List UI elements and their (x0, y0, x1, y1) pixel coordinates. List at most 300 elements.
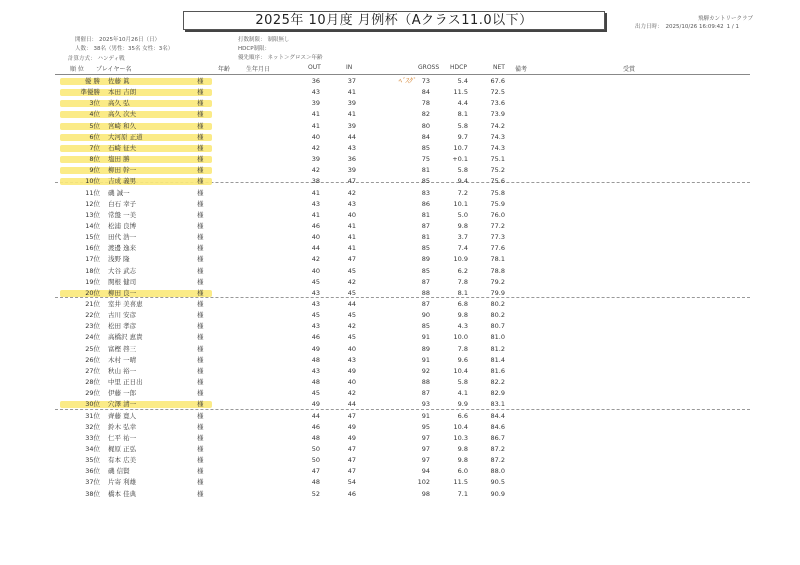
participant-count-value: 38名（男性：35名 女性：3名） (93, 46, 174, 52)
rank-cell: 38位 (85, 489, 100, 498)
hdcp-cell: 5.4 (457, 77, 468, 85)
table-header (60, 64, 750, 73)
rank-cell: 25位 (85, 344, 100, 353)
hdcp-cell: 9.8 (457, 456, 468, 465)
gross-score-cell: 98 (421, 489, 430, 498)
out-score-cell: 44 (311, 244, 320, 253)
header-out: OUT (308, 64, 321, 71)
rank-cell: 15位 (85, 233, 100, 242)
hdcp-cell: 10.4 (453, 422, 468, 431)
rank-cell: 32位 (85, 422, 100, 431)
player-name-cell: 高橋沢 恵貴 (108, 333, 143, 342)
player-name-cell: 大河原 正道 (108, 132, 143, 141)
gross-score-cell: 85 (421, 177, 430, 186)
table-row (0, 377, 800, 388)
in-score-cell: 43 (347, 143, 356, 152)
table-row (0, 366, 800, 377)
rank-cell: 6位 (89, 132, 100, 141)
gross-score-cell: 85 (421, 322, 430, 331)
out-score-cell: 41 (311, 121, 320, 130)
hdcp-cell: 9.6 (457, 355, 468, 364)
rank-cell: 4位 (89, 110, 100, 119)
gross-score-cell: 87 (421, 300, 430, 308)
out-score-cell: 48 (311, 378, 320, 387)
priority-order-value: ネット＞グロス＞年齢 (267, 55, 323, 61)
out-score-cell: 50 (311, 444, 320, 453)
net-score-cell: 84.6 (490, 422, 505, 431)
gross-score-cell: 87 (421, 277, 430, 286)
player-name-cell: 仁平 祐一 (108, 433, 137, 442)
table-row (0, 254, 800, 265)
calc-method-value: ハンディ戦 (97, 56, 125, 62)
gross-score-cell: 73 (421, 77, 430, 85)
in-score-cell: 36 (347, 155, 356, 164)
net-score-cell: 75.9 (490, 199, 505, 208)
in-score-cell: 47 (347, 467, 356, 476)
in-score-cell: 44 (347, 300, 356, 308)
table-row (0, 455, 800, 466)
in-score-cell: 47 (347, 177, 356, 186)
out-score-cell: 52 (311, 489, 320, 498)
player-name-cell: 齊藤 寛人 (108, 411, 137, 420)
hdcp-cell: 10.3 (453, 433, 468, 442)
table-row (0, 232, 800, 243)
out-score-cell: 48 (311, 478, 320, 487)
gross-score-cell: 80 (421, 121, 430, 130)
honorific-cell: 様 (197, 244, 204, 253)
honorific-cell: 様 (197, 433, 204, 442)
gross-score-cell: 83 (421, 188, 430, 197)
gross-score-cell: 94 (421, 467, 430, 476)
hdcp-cell: 10.0 (453, 333, 468, 342)
honorific-cell: 様 (197, 378, 204, 387)
table-row (0, 444, 800, 455)
honorific-cell: 様 (197, 99, 204, 108)
hdcp-cell: 10.4 (453, 366, 468, 375)
honorific-cell: 様 (197, 255, 204, 264)
player-name-cell: 佐藤 眞 (108, 77, 130, 85)
net-score-cell: 77.6 (490, 244, 505, 253)
rank-cell: 37位 (85, 478, 100, 487)
gross-score-cell: 84 (421, 132, 430, 141)
gross-score-cell: 85 (421, 266, 430, 275)
player-name-cell: 富樫 啓三 (108, 344, 137, 353)
player-name-cell: 橋本 佳典 (108, 489, 137, 498)
out-score-cell: 43 (311, 199, 320, 208)
hdcp-cell: +0.1 (452, 155, 468, 164)
printed-value: 2025/10/26 16:09:42 (665, 24, 724, 30)
in-score-cell: 49 (347, 422, 356, 431)
honorific-cell: 様 (197, 400, 204, 409)
header-rank: 順 位 (70, 66, 84, 73)
hdcp-cell: 6.0 (457, 467, 468, 476)
net-score-cell: 80.7 (490, 322, 505, 331)
honorific-cell: 様 (197, 456, 204, 465)
hdcp-cell: 9.8 (457, 444, 468, 453)
event-date (75, 36, 173, 45)
table-row (0, 87, 800, 98)
net-score-cell: 88.0 (490, 467, 505, 476)
player-name-cell: 高久 弘 (108, 99, 130, 108)
net-score-cell: 80.2 (490, 300, 505, 308)
in-score-cell: 47 (347, 444, 356, 453)
net-score-cell: 78.1 (490, 255, 505, 264)
stroke-limit (238, 36, 323, 45)
net-score-cell: 77.3 (490, 233, 505, 242)
gross-score-cell: 91 (421, 355, 430, 364)
net-score-cell: 76.0 (490, 210, 505, 219)
net-score-cell: 79.9 (490, 288, 505, 297)
honorific-cell: 様 (197, 221, 204, 230)
rank-cell: 17位 (85, 255, 100, 264)
out-score-cell: 40 (311, 233, 320, 242)
honorific-cell: 様 (197, 322, 204, 331)
rank-cell: 30位 (85, 400, 100, 409)
honorific-cell: 様 (197, 155, 204, 164)
gross-score-cell: 91 (421, 333, 430, 342)
in-score-cell: 39 (347, 99, 356, 108)
table-row (0, 165, 800, 176)
gross-score-cell: 93 (421, 400, 430, 409)
out-score-cell: 41 (311, 210, 320, 219)
player-name-cell: 松田 孝彦 (108, 322, 137, 331)
table-row (0, 310, 800, 321)
player-name-cell: 関根 健司 (108, 277, 137, 286)
net-score-cell: 81.4 (490, 355, 505, 364)
gross-score-cell: 97 (421, 444, 430, 453)
rank-cell: 34位 (85, 444, 100, 453)
rank-cell: 18位 (85, 266, 100, 275)
out-score-cell: 38 (311, 177, 320, 186)
net-score-cell: 81.2 (490, 344, 505, 353)
out-score-cell: 43 (311, 288, 320, 297)
net-score-cell: 82.2 (490, 378, 505, 387)
table-row (0, 399, 800, 410)
table-row (0, 477, 800, 488)
honorific-cell: 様 (197, 467, 204, 476)
out-score-cell: 46 (311, 422, 320, 431)
table-row (0, 98, 800, 109)
header-in: IN (346, 64, 353, 71)
header-gross: GROSS (418, 64, 440, 71)
hdcp-cell: 6.6 (457, 411, 468, 420)
table-row (0, 154, 800, 165)
out-score-cell: 45 (311, 389, 320, 398)
player-name-cell: 片寄 利雄 (108, 478, 137, 487)
hdcp-limit-label: HDCP制限： (238, 46, 271, 52)
table-row (0, 321, 800, 332)
in-score-cell: 44 (347, 132, 356, 141)
out-score-cell: 41 (311, 110, 320, 119)
table-row (0, 210, 800, 221)
out-score-cell: 49 (311, 344, 320, 353)
honorific-cell: 様 (197, 288, 204, 297)
table-row (0, 188, 800, 199)
event-date-label: 開催日： (75, 37, 98, 43)
honorific-cell: 様 (197, 344, 204, 353)
hdcp-cell: 10.7 (453, 143, 468, 152)
printed-datetime (632, 22, 739, 30)
player-name-cell: 梶原 正弘 (108, 444, 137, 453)
honorific-cell: 様 (197, 88, 204, 97)
player-name-cell: 柳田 良一 (108, 288, 137, 297)
header-net: NET (493, 64, 505, 71)
in-score-cell: 45 (347, 311, 356, 320)
table-row (0, 288, 800, 299)
out-score-cell: 40 (311, 266, 320, 275)
rank-cell: 14位 (85, 221, 100, 230)
gross-score-cell: 95 (421, 422, 430, 431)
in-score-cell: 40 (347, 344, 356, 353)
hdcp-cell: 9.7 (457, 132, 468, 141)
out-score-cell: 48 (311, 433, 320, 442)
out-score-cell: 42 (311, 143, 320, 152)
in-score-cell: 40 (347, 378, 356, 387)
hdcp-cell: 9.8 (457, 221, 468, 230)
player-name-cell: 柳田 幹一 (108, 166, 137, 175)
hdcp-cell: 7.8 (457, 277, 468, 286)
honorific-cell: 様 (197, 489, 204, 498)
rank-cell: 優 勝 (84, 77, 100, 85)
net-score-cell: 74.3 (490, 132, 505, 141)
player-name-cell: 鈴木 弘幸 (108, 422, 137, 431)
in-score-cell: 37 (347, 77, 356, 85)
gross-score-cell: 75 (421, 155, 430, 164)
table-row (0, 411, 800, 422)
gross-score-cell: 78 (421, 99, 430, 108)
calc-method-label: 計算方式： (68, 56, 96, 62)
header-rule (55, 74, 750, 75)
net-score-cell: 73.9 (490, 110, 505, 119)
net-score-cell: 86.7 (490, 433, 505, 442)
gross-score-cell: 88 (421, 378, 430, 387)
player-name-cell: 室井 美喜恵 (108, 300, 143, 308)
in-score-cell: 49 (347, 433, 356, 442)
table-row (0, 132, 800, 143)
hdcp-cell: 7.8 (457, 344, 468, 353)
out-score-cell: 49 (311, 400, 320, 409)
hdcp-cell: 8.1 (457, 110, 468, 119)
out-score-cell: 43 (311, 322, 320, 331)
rank-cell: 29位 (85, 389, 100, 398)
hdcp-cell: 10.9 (453, 255, 468, 264)
net-score-cell: 75.8 (490, 188, 505, 197)
honorific-cell: 様 (197, 411, 204, 420)
participant-count-label: 人数： (75, 46, 92, 52)
player-name-cell: 磯 信賢 (108, 467, 130, 476)
page-title: 2025年 10月度 月例杯（Aクラス11.0以下） (183, 11, 605, 30)
honorific-cell: 様 (197, 389, 204, 398)
out-score-cell: 47 (311, 467, 320, 476)
hdcp-cell: 7.4 (457, 244, 468, 253)
header-remarks: 備考 (515, 66, 528, 73)
player-name-cell: 白石 幸子 (108, 199, 137, 208)
hdcp-cell: 5.0 (457, 210, 468, 219)
rank-cell: 9位 (89, 166, 100, 175)
out-score-cell: 41 (311, 188, 320, 197)
honorific-cell: 様 (197, 199, 204, 208)
player-name-cell: 大谷 武志 (108, 266, 137, 275)
gross-score-cell: 86 (421, 199, 430, 208)
gross-score-cell: 89 (421, 344, 430, 353)
rank-cell: 13位 (85, 210, 100, 219)
in-score-cell: 42 (347, 389, 356, 398)
event-date-value: 2025年10月26日（日） (99, 37, 161, 43)
event-info-right (238, 36, 323, 63)
in-score-cell: 41 (347, 233, 356, 242)
net-score-cell: 81.0 (490, 333, 505, 342)
player-name-cell: 穴澤 清一 (108, 400, 137, 409)
in-score-cell: 39 (347, 166, 356, 175)
header-age: 年齢 (218, 66, 231, 73)
net-score-cell: 75.2 (490, 166, 505, 175)
player-name-cell: 伊藤 一郎 (108, 389, 137, 398)
net-score-cell: 90.5 (490, 478, 505, 487)
table-row (0, 466, 800, 477)
table-row (0, 344, 800, 355)
honorific-cell: 様 (197, 210, 204, 219)
out-score-cell: 36 (311, 77, 320, 85)
table-row (0, 76, 800, 87)
table-row (0, 121, 800, 132)
in-score-cell: 42 (347, 322, 356, 331)
in-score-cell: 41 (347, 110, 356, 119)
net-score-cell: 81.6 (490, 366, 505, 375)
rank-cell: 22位 (85, 311, 100, 320)
out-score-cell: 50 (311, 456, 320, 465)
honorific-cell: 様 (197, 233, 204, 242)
out-score-cell: 45 (311, 277, 320, 286)
gross-score-cell: 81 (421, 233, 430, 242)
in-score-cell: 49 (347, 366, 356, 375)
hdcp-cell: 7.2 (457, 188, 468, 197)
player-name-cell: 松浦 良博 (108, 221, 137, 230)
gross-score-cell: 91 (421, 411, 430, 420)
rank-cell: 10位 (85, 177, 100, 186)
out-score-cell: 46 (311, 333, 320, 342)
honorific-cell: 様 (197, 300, 204, 308)
rank-cell: 3位 (89, 99, 100, 108)
hdcp-cell: 9.4 (457, 177, 468, 186)
in-score-cell: 41 (347, 221, 356, 230)
header-prize: 受賞 (623, 66, 636, 73)
in-score-cell: 42 (347, 277, 356, 286)
handwritten-annotation: ﾍﾞｽｸﾞ (398, 77, 416, 85)
net-score-cell: 90.9 (490, 489, 505, 498)
hdcp-cell: 5.8 (457, 378, 468, 387)
hdcp-cell: 9.9 (457, 400, 468, 409)
header-birthdate: 生年月日 (246, 66, 271, 73)
out-score-cell: 42 (311, 166, 320, 175)
player-name-cell: 塩田 勝 (108, 155, 130, 164)
hdcp-cell: 6.2 (457, 266, 468, 275)
header-player: プレイヤー名 (96, 66, 132, 73)
gross-score-cell: 89 (421, 255, 430, 264)
priority-order (238, 54, 323, 63)
net-score-cell: 75.1 (490, 155, 505, 164)
net-score-cell: 75.6 (490, 177, 505, 186)
printed-label: 出力日時： (635, 24, 663, 30)
gross-score-cell: 85 (421, 244, 430, 253)
net-score-cell: 83.1 (490, 400, 505, 409)
player-name-cell: 石崎 征夫 (108, 143, 137, 152)
gross-score-cell: 88 (421, 288, 430, 297)
table-row (0, 355, 800, 366)
table-row (0, 388, 800, 399)
rank-cell: 19位 (85, 277, 100, 286)
net-score-cell: 67.6 (490, 77, 505, 85)
table-row (0, 489, 800, 500)
hdcp-cell: 10.1 (453, 199, 468, 208)
club-name: 飛騨カントリークラブ (698, 16, 754, 22)
out-score-cell: 42 (311, 255, 320, 264)
in-score-cell: 43 (347, 199, 356, 208)
player-name-cell: 木村 一晴 (108, 355, 137, 364)
net-score-cell: 72.5 (490, 88, 505, 97)
hdcp-cell: 6.8 (457, 300, 468, 308)
player-name-cell: 宮崎 和久 (108, 121, 137, 130)
rank-cell: 8位 (89, 155, 100, 164)
player-name-cell: 吉成 義男 (108, 177, 137, 186)
hdcp-cell: 4.4 (457, 99, 468, 108)
gross-score-cell: 97 (421, 456, 430, 465)
in-score-cell: 54 (347, 478, 356, 487)
gross-score-cell: 97 (421, 433, 430, 442)
out-score-cell: 40 (311, 132, 320, 141)
participant-count (75, 45, 173, 54)
rank-cell: 準優勝 (80, 88, 100, 97)
net-score-cell: 77.2 (490, 221, 505, 230)
gross-score-cell: 81 (421, 166, 430, 175)
gross-score-cell: 82 (421, 110, 430, 119)
honorific-cell: 様 (197, 277, 204, 286)
stroke-limit-label: 打数制限： (238, 37, 266, 43)
table-row (0, 433, 800, 444)
gross-score-cell: 84 (421, 88, 430, 97)
table-row (0, 266, 800, 277)
honorific-cell: 様 (197, 366, 204, 375)
table-row (0, 243, 800, 254)
hdcp-cell: 11.5 (453, 478, 468, 487)
table-row (0, 277, 800, 288)
table-row (0, 299, 800, 310)
hdcp-cell: 4.1 (457, 389, 468, 398)
honorific-cell: 様 (197, 444, 204, 453)
gross-score-cell: 87 (421, 221, 430, 230)
table-row (0, 143, 800, 154)
out-score-cell: 39 (311, 99, 320, 108)
honorific-cell: 様 (197, 77, 204, 85)
rank-cell: 23位 (85, 322, 100, 331)
rank-cell: 35位 (85, 456, 100, 465)
player-name-cell: 浅野 隆 (108, 255, 130, 264)
rank-cell: 21位 (85, 300, 100, 308)
honorific-cell: 様 (197, 266, 204, 275)
event-info-left (75, 36, 173, 54)
hdcp-cell: 8.1 (457, 288, 468, 297)
net-score-cell: 73.6 (490, 99, 505, 108)
player-name-cell: 磯 誠一 (108, 188, 130, 197)
out-score-cell: 43 (311, 88, 320, 97)
priority-order-label: 優先順序： (238, 55, 266, 61)
player-name-cell: 古川 安彦 (108, 311, 137, 320)
rank-cell: 7位 (89, 143, 100, 152)
out-score-cell: 46 (311, 221, 320, 230)
player-name-cell: 中里 正日出 (108, 378, 143, 387)
hdcp-cell: 7.1 (457, 489, 468, 498)
player-name-cell: 田代 浩一 (108, 233, 137, 242)
gross-score-cell: 85 (421, 143, 430, 152)
